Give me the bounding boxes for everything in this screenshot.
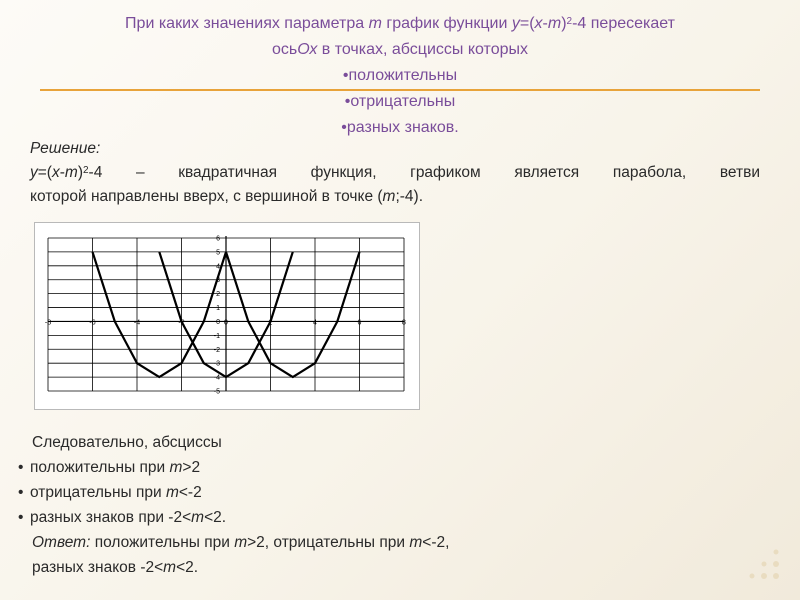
text: ось [272,41,298,58]
solution-block [30,137,760,209]
text: - [542,15,548,32]
y-tick-label: 0 [216,318,220,326]
text: положительны при [90,534,235,551]
parabola-line [226,252,360,377]
answer-line-2 [18,555,778,580]
y-tick-label: -4 [213,374,220,382]
text: >2, отрицательны при [247,534,410,551]
var-m: m [234,534,248,551]
chart-svg [35,223,419,409]
x-tick-label: 4 [313,319,317,327]
text: в точках, абсциссы которых [317,41,528,58]
x-tick-label: -2 [178,319,185,327]
axis-name: Ох [297,41,318,58]
solution-line-2 [30,185,760,209]
text: -4 – квадратичная функция, графиком является парабола, ветви [88,164,760,181]
text: отрицательны при [30,484,166,501]
y-tick-label: 3 [216,277,220,285]
decorative-dots [676,526,786,586]
solution-line-1 [30,161,760,185]
conclusion-bullet-negative [18,480,778,505]
var-m: m [191,509,205,526]
var-x: x [51,164,60,181]
x-tick-label: 6 [357,319,362,327]
y-tick-label: 1 [216,305,220,313]
text: положительны при [30,459,170,476]
title-bullet-positive: •положительны [342,67,458,84]
x-tick-label: -4 [133,319,141,327]
answer-line-1 [18,530,778,555]
y-tick-label: 4 [216,263,220,271]
parabola-chart [34,222,420,410]
text: <2. [204,509,227,526]
problem-statement [30,11,770,141]
x-tick-label: -6 [89,319,96,327]
text: <2. [176,559,199,576]
var-m: m [169,459,183,476]
parabola-line [93,252,227,377]
bullet: • [18,459,24,476]
text: =( [37,164,52,181]
var-m: m [64,164,78,181]
var-m: m [382,188,396,205]
conclusion-bullet-mixed [18,505,778,530]
text: =( [519,15,535,32]
text: ;-4). [395,188,424,205]
x-tick-label: 8 [402,319,406,327]
y-tick-label: 5 [216,249,220,257]
text: график функции [381,15,512,32]
text: ) [77,164,83,181]
answer-label: Ответ: [32,534,91,551]
solution-label: Решение: [30,140,101,157]
x-tick-label: 2 [268,319,273,327]
y-tick-label: -1 [213,332,220,340]
title-line-1 [30,11,770,37]
text: <-2 [178,484,202,501]
text: <-2, [422,534,450,551]
text: ) [561,15,567,32]
title-line-2 [30,37,770,63]
var-y: y [511,15,520,32]
var-m: m [165,484,179,501]
title-bullet-mixed: •разных знаков. [341,119,459,136]
exponent: 2 [566,16,573,27]
bullet: • [18,484,24,501]
var-m: m [547,15,562,32]
y-tick-label: -2 [213,346,220,354]
bullet: • [18,509,24,526]
y-tick-label: 2 [216,291,220,299]
y-tick-label: 6 [216,235,220,243]
var-m: m [409,534,423,551]
var-m: m [163,559,177,576]
text: которой направлены вверх, с вершиной в точке ( [30,188,383,205]
text: разных знаков -2< [32,559,164,576]
x-tick-label: 0 [224,319,228,327]
divider-line [40,89,760,91]
conclusion-bullet-positive [18,455,778,480]
var-y: y [30,164,38,181]
conclusion-block [18,430,778,580]
text: разных знаков при -2< [30,509,192,526]
exponent: 2 [82,165,89,176]
conclusion-intro: Следовательно, абсциссы [32,434,222,451]
y-tick-label: -5 [213,388,220,396]
var-m: m [368,15,382,32]
text: >2 [182,459,201,476]
x-tick-label: -8 [44,319,52,327]
y-tick-label: -3 [213,360,220,368]
var-x: x [534,15,543,32]
text: -4 пересекает [572,15,675,32]
title-bullet-negative: •отрицательны [344,93,456,110]
text: При каких значениях параметра [125,15,369,32]
text: - [59,164,65,181]
